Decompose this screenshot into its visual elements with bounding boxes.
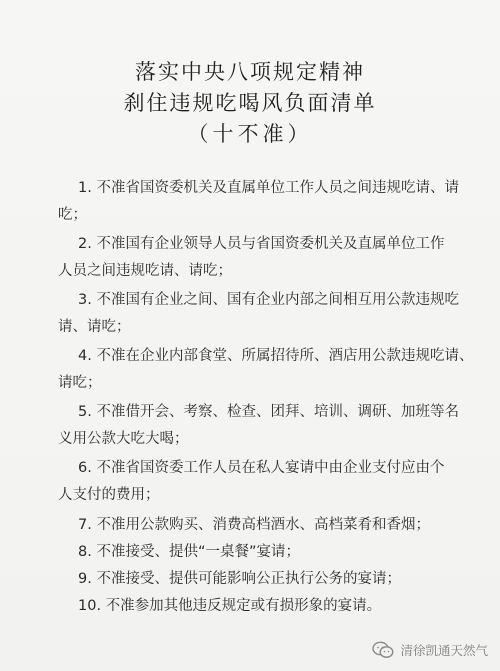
list-item-text-continued: 义用公款大吃大喝； bbox=[58, 431, 189, 447]
list-item-text: 7. 不准用公款购买、消费高档酒水、高档菜肴和香烟； bbox=[78, 517, 430, 533]
list-item-text-continued: 请吃； bbox=[58, 375, 102, 391]
wechat-icon bbox=[372, 641, 394, 659]
document-title-line-3: （十不准） bbox=[187, 122, 313, 146]
list-item-text: 2. 不准国有企业领导人员与省国资委机关及直属单位工作 bbox=[78, 236, 445, 252]
list-item-text: 8. 不准接受、提供“一桌餐”宴请； bbox=[78, 544, 300, 560]
list-item-text-continued: 请、请吃； bbox=[58, 319, 131, 335]
list-item-text: 3. 不准国有企业之间、国有企业内部之间相互用公款违规吃 bbox=[78, 292, 459, 308]
list-item-text: 5. 不准借开会、考察、检查、团拜、培训、调研、加班等名 bbox=[78, 404, 459, 420]
document-title-line-2: 刹住违规吃喝风负面清单 bbox=[123, 91, 377, 115]
list-item-text: 6. 不准省国资委工作人员在私人宴请中由企业支付应由个 bbox=[78, 460, 445, 476]
list-item-text: 1. 不准省国资委机关及直属单位工作人员之间违规吃请、请 bbox=[78, 180, 459, 196]
list-item-text: 10. 不准参加其他违反规定或有损形象的宴请。 bbox=[78, 598, 382, 614]
document-title-line-1: 落实中央八项规定精神 bbox=[135, 60, 365, 84]
list-item-text-continued: 人支付的费用； bbox=[58, 487, 160, 503]
list-item-text: 9. 不准接受、提供可能影响公正执行公务的宴请； bbox=[78, 571, 401, 587]
list-item-text-continued: 吃； bbox=[58, 207, 87, 223]
watermark bbox=[372, 641, 488, 659]
watermark-text: 清徐凯通天然气 bbox=[400, 643, 488, 658]
list-item-text: 4. 不准在企业内部食堂、所属招待所、酒店用公款违规吃请、 bbox=[78, 348, 474, 364]
list-item-text-continued: 人员之间违规吃请、请吃； bbox=[58, 263, 232, 279]
